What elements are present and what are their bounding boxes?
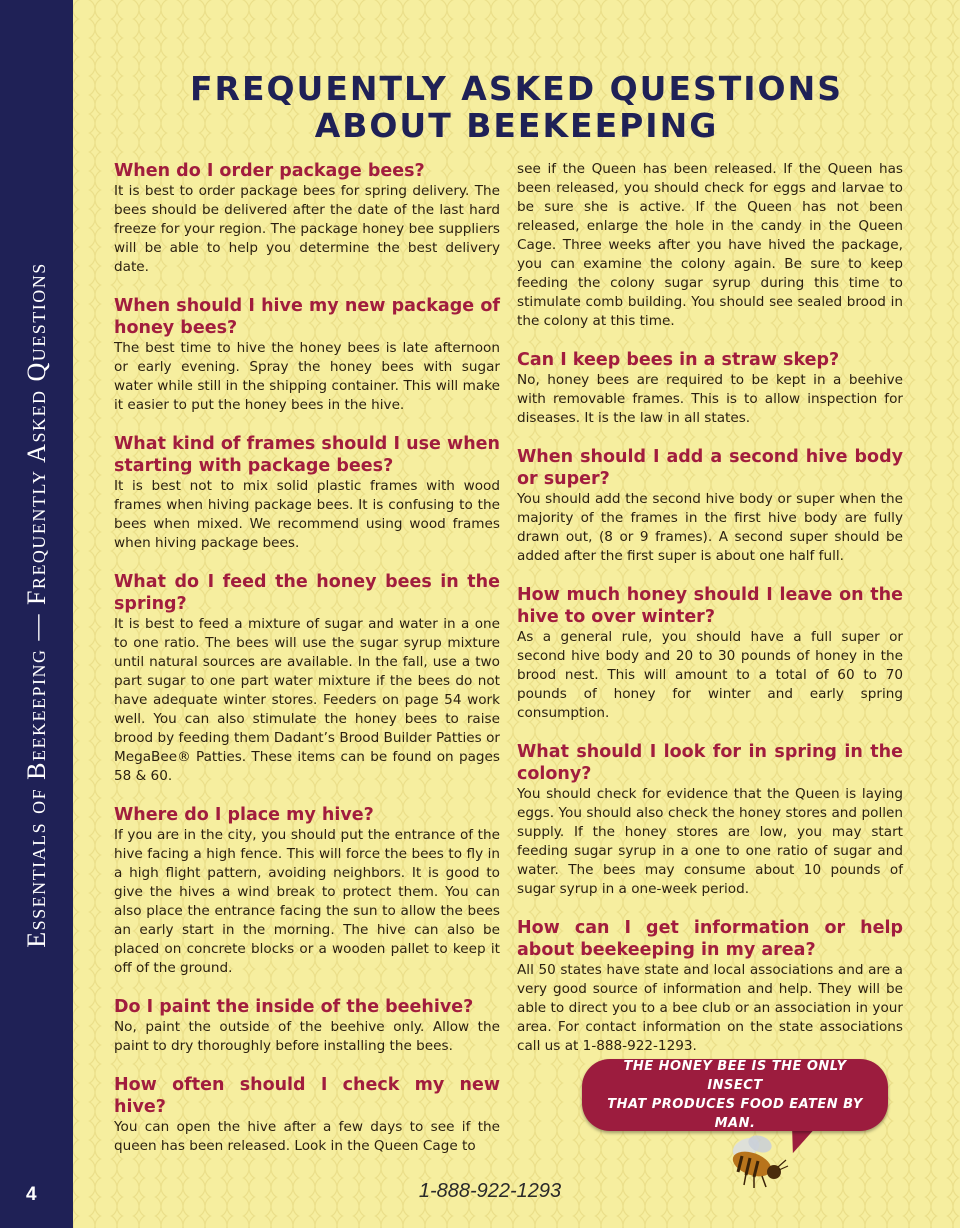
faq-answer: You should add the second hive body or super when the majority of the frames in the first hive body are fully drawn out, (8 or 9 frames). A second super should be added after the first super is about one half full.	[517, 491, 903, 564]
footer-phone: 1-888-922-1293	[418, 1180, 562, 1202]
faq-answer: The best time to hive the honey bees is late afternoon or early evening. Spray the honey bees with sugar water while still in the shipping container. This will make it easier to put the honey bees in the hive.	[114, 340, 500, 413]
faq-question: How often should I check my new hive?	[114, 1075, 500, 1117]
sidebar	[0, 0, 73, 1228]
faq-question: What kind of frames should I use when starting with package bees?	[114, 434, 500, 476]
faq-question: Can I keep bees in a straw skep?	[517, 350, 840, 370]
faq-item	[114, 433, 500, 553]
page-number: 4	[26, 1184, 37, 1205]
left-column	[114, 160, 500, 1174]
faq-question: What do I feed the honey bees in the spring?	[114, 572, 500, 614]
faq-answer-continued: see if the Queen has been released. If the Queen has been released, you should check for eggs and larvae to be sure she is active. If the Queen has not been released, enlarge the hole in the candy in the Queen Cage. Three weeks after you have hived the package, you can examine the colony again. Be sure to keep feeding the colony sugar syrup during this time to stimulate comb building. You should see sealed brood in the colony at this time.	[517, 161, 903, 329]
faq-answer: No, paint the outside of the beehive only. Allow the paint to dry thoroughly before installing the bees.	[114, 1019, 500, 1054]
faq-answer: No, honey bees are required to be kept in a beehive with removable frames. This is to allow inspection for diseases. It is the law in all states.	[517, 372, 903, 426]
faq-answer: It is best not to mix solid plastic frames with wood frames when hiving package bees. It is confusing to the bees when mixed. We recommend using wood frames when hiving package bees.	[114, 478, 500, 551]
faq-answer: It is best to order package bees for spring delivery. The bees should be delivered after the date of the last hard freeze for your region. The package honey bee suppliers will be able to help you determine the best delivery date.	[114, 183, 500, 275]
faq-item	[517, 446, 903, 566]
faq-answer: As a general rule, you should have a full super or second hive body and 20 to 30 pounds of honey in the brood nest. This will amount to a total of 60 to 70 pounds of honey for winter and early spring consumption.	[517, 629, 903, 721]
faq-item	[114, 996, 500, 1056]
page-title	[73, 70, 960, 144]
page-title-line-2: ABOUT BEEKEEPING	[314, 106, 719, 145]
faq-answer: It is best to feed a mixture of sugar and water in a one to one ratio. The bees will use the sugar syrup mixture until natural sources are available. In the fall, use a two part sugar to one part water mixture if the bees do not have adequate winter stores. Feeders on page 54 work well. You can also stimulate the honey bees to raise brood by feeding them Dadant’s Brood Builder Patties or MegaBee® Patties. These items can be found on pages 58 & 60.	[114, 616, 500, 784]
faq-item	[114, 160, 500, 277]
faq-item	[114, 295, 500, 415]
faq-item	[114, 804, 500, 978]
page-title-line-1: FREQUENTLY ASKED QUESTIONS	[190, 69, 843, 108]
faq-question: When do I order package bees?	[114, 161, 425, 181]
faq-answer: You should check for evidence that the Queen is laying eggs. You should also check the honey stores and pollen supply. If the honey stores are low, you may start feeding sugar syrup in a one to one ratio of sugar and water. The bees may consume about 10 pounds of sugar syrup in a one-week period.	[517, 786, 903, 897]
bee-icon	[716, 1130, 792, 1192]
faq-question: Do I paint the inside of the beehive?	[114, 997, 474, 1017]
faq-item	[517, 584, 903, 723]
faq-answer: You can open the hive after a few days to see if the queen has been released. Look in the Queen Cage to	[114, 1119, 500, 1154]
faq-question: When should I add a second hive body or super?	[517, 447, 903, 489]
callout-bubble	[582, 1059, 888, 1131]
faq-item	[517, 741, 903, 899]
right-column	[517, 160, 903, 1074]
faq-answer: All 50 states have state and local associations and are a very good source of information and help. They will be able to direct you to a bee club or an association in your area. For contact information on the state associations call us at 1-888-922-1293.	[517, 962, 903, 1054]
faq-question: What should I look for in spring in the colony?	[517, 742, 903, 784]
faq-item	[517, 917, 903, 1056]
faq-item	[517, 349, 903, 428]
callout-line-2: THAT PRODUCES FOOD EATEN BY MAN.	[607, 1097, 863, 1131]
faq-question: Where do I place my hive?	[114, 805, 374, 825]
faq-item	[114, 1074, 500, 1156]
faq-question: When should I hive my new package of honey bees?	[114, 296, 500, 338]
faq-answer: If you are in the city, you should put the entrance of the hive facing a high fence. This will force the bees to fly in a high flight pattern, avoiding neighbors. It is good to give the hives a wind break to protect them. You can also place the entrance facing the sun to allow the bees an early start in the morning. The hive can also be placed on concrete blocks or a wooden pallet to keep it off of the ground.	[114, 827, 500, 976]
callout-line-1: THE HONEY BEE IS THE ONLY INSECT	[623, 1059, 847, 1093]
faq-item	[114, 571, 500, 786]
faq-question: How much honey should I leave on the hive to over winter?	[517, 585, 903, 627]
sidebar-title: Essentials of Beekeeping — Frequently Asked Questions	[22, 262, 51, 948]
faq-question: How can I get information or help about beekeeping in my area?	[517, 918, 903, 960]
